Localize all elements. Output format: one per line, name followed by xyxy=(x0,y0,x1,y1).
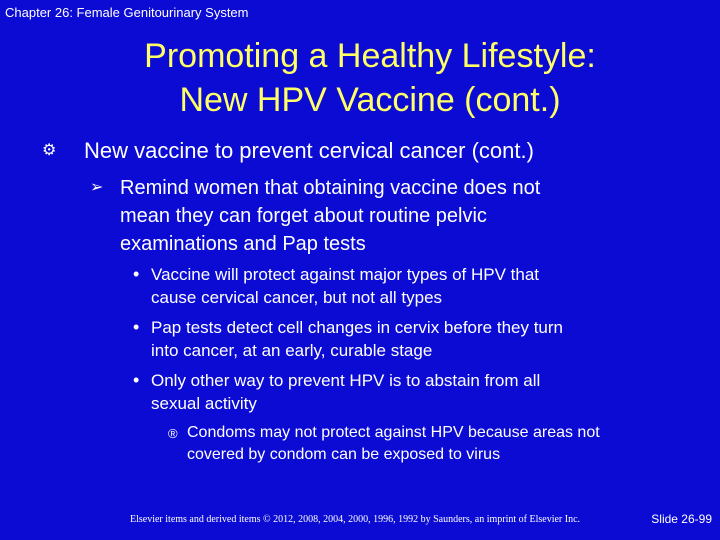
arrow-icon: ➢ xyxy=(90,179,104,196)
chapter-header: Chapter 26: Female Genitourinary System xyxy=(5,5,249,20)
slide-title-line-2: New HPV Vaccine (cont.) xyxy=(179,81,561,119)
copyright-footer: Elsevier items and derived items © 2012, 2008, 2004, 2000, 1996, 1992 by Saunders, an imprint of Elsevier Inc. xyxy=(130,514,581,525)
bullet-level-4-line: Condoms may not protect against HPV because areas not xyxy=(187,424,600,441)
bullet-level-1 xyxy=(42,137,534,165)
bullet-level-3-text xyxy=(151,316,671,362)
bullet-level-1-text: New vaccine to prevent cervical cancer (cont.) xyxy=(84,138,534,163)
bullet-level-4-text xyxy=(187,422,667,466)
bullet-level-2-line: examinations and Pap tests xyxy=(120,233,366,255)
bullet-level-3-text xyxy=(151,263,671,309)
bullet-dot-icon: • xyxy=(133,370,140,390)
slide-title-line-1: Promoting a Healthy Lifestyle: xyxy=(144,37,596,75)
bullet-level-3-line: sexual activity xyxy=(151,394,257,413)
bullet-level-2-line: Remind women that obtaining vaccine does not xyxy=(120,177,541,199)
bullet-level-3-line: Pap tests detect cell changes in cervix before they turn xyxy=(151,318,564,337)
bullet-level-3-line: cause cervical cancer, but not all types xyxy=(151,288,443,307)
slide-number: Slide 26-99 xyxy=(651,512,712,526)
bullet-level-4-line: covered by condom can be exposed to virus xyxy=(187,446,501,463)
bullet-level-3-line: into cancer, at an early, curable stage xyxy=(151,341,433,360)
slide-title xyxy=(60,34,680,122)
bullet-level-3-line: Only other way to prevent HPV is to abstain from all xyxy=(151,371,541,390)
bullet-level-2-text xyxy=(120,174,660,258)
gear-icon: ⚙ xyxy=(42,142,57,159)
bullet-dot-icon: • xyxy=(133,317,140,337)
bullet-level-2-line: mean they can forget about routine pelvic xyxy=(120,205,487,227)
bullet-level-3-text xyxy=(151,369,671,415)
bullet-dot-icon: • xyxy=(133,264,140,284)
bullet-level-3-line: Vaccine will protect against major types of HPV that xyxy=(151,265,540,284)
registered-icon: ® xyxy=(168,426,178,441)
